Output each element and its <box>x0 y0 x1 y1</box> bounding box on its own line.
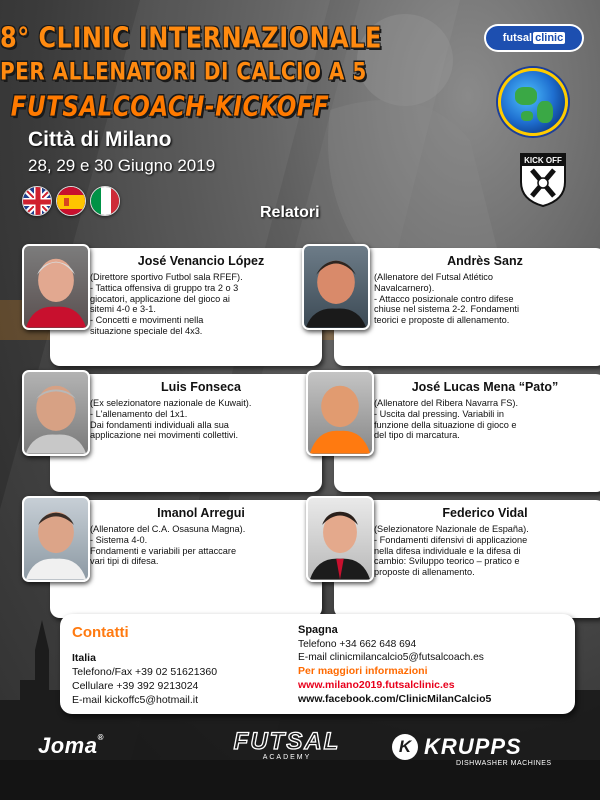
event-dates: 28, 29 e 30 Giugno 2019 <box>28 156 216 175</box>
speaker-name: Luis Fonseca <box>161 380 241 394</box>
speaker-bio: (Ex selezionatore nazionale de Kuwait). - L'allenamento del 1x1. Dai fondamenti individuali alla sua applicazione nei movimenti collettivi. <box>90 398 252 441</box>
speaker-photo <box>22 244 90 330</box>
krupps-logo-sub: DISHWASHER MACHINES <box>456 760 552 767</box>
contacts-box <box>60 614 575 714</box>
speaker-photo <box>302 244 370 330</box>
speaker-bio: (Allenatore del Futsal Atlético Navalcarnero). - Attacco posizionale contro difese chiuse nel sistema 2-2. Fondamenti teorici e proposte di allenamento. <box>374 272 520 326</box>
spagna-phone: Telefono +34 662 648 694 <box>298 639 417 650</box>
speaker-name: Federico Vidal <box>442 506 528 520</box>
event-title-line1: 8° CLINIC INTERNAZIONALE <box>0 21 382 55</box>
kickoff-shield-logo <box>518 148 568 208</box>
speaker-name: José Lucas Mena “Pato” <box>411 380 559 394</box>
speaker-bio: (Direttore sportivo Futbol sala RFEF). - Tattica offensiva di gruppo tra 2 o 3 giocatori, applicazione del gioco ai sitemi 4-0 e 3-1. - Concetti e movimenti nella situazione speciale del 4x3. <box>90 272 243 336</box>
speaker-photo <box>22 496 90 582</box>
speaker-card <box>50 500 322 618</box>
futsal-logo-sub: ACADEMY <box>262 754 312 761</box>
futsalclinic-logo-text-a: futsal <box>502 32 533 44</box>
italy-flag-icon <box>90 186 120 216</box>
krupps-logo-text: KRUPPS <box>424 734 522 759</box>
speaker-bio: (Selezionatore Nazionale de España). - Fondamenti difensivi di applicazione nella difesa individuale e la difesa di cambio: Sviluppo teorico – pratico e proposte di allenamento. <box>374 524 529 578</box>
speaker-bio: (Allenatore del C.A. Osasuna Magna). - Sistema 4-0. Fondamenti e variabili per attaccare vari tipi di difesa. <box>90 524 246 567</box>
speaker-photo <box>22 370 90 456</box>
speaker-bio: (Allenatore del Ribera Navarra FS). - Uscita dal pressing. Variabili in funzione della situazione di gioco e del tipo di marcatura. <box>374 398 518 441</box>
futsalclinic-logo <box>486 26 582 50</box>
italia-label: Italia <box>72 652 96 664</box>
krupps-k-icon: K <box>392 734 418 760</box>
italia-mobile: Cellulare +39 392 9213024 <box>72 680 199 692</box>
city-label: Città di Milano <box>28 128 172 151</box>
futsal-academy-logo <box>212 728 362 768</box>
globe-logo <box>498 68 568 136</box>
event-title-line3: FUTSALCOACH-KICKOFF <box>10 91 330 123</box>
facebook-link[interactable]: www.facebook.com/ClinicMilanCalcio5 <box>298 693 492 705</box>
contacts-title: Contatti <box>72 624 129 641</box>
italia-phone: Telefono/Fax +39 02 51621360 <box>72 666 218 678</box>
event-title-line2: PER ALLENATORI DI CALCIO A 5 <box>0 56 367 86</box>
speaker-card <box>334 248 600 366</box>
speaker-card <box>50 248 322 366</box>
kickoff-logo-text: KICK OFF <box>524 156 562 165</box>
more-info-label: Per maggiori informazioni <box>298 665 428 677</box>
joma-logo: Joma® <box>38 733 104 758</box>
spagna-label: Spagna <box>298 624 338 636</box>
website-link[interactable]: www.milano2019.futsalclinic.es <box>298 679 455 691</box>
joma-logo-text: Joma <box>38 733 98 758</box>
speaker-photo <box>306 370 374 456</box>
speaker-photo <box>306 496 374 582</box>
futsalclinic-logo-text-b: clinic <box>535 32 564 44</box>
speaker-card <box>50 374 322 492</box>
futsal-logo-text: FUTSAL <box>233 728 341 755</box>
speaker-name: Imanol Arregui <box>157 506 245 520</box>
krupps-logo <box>392 732 552 772</box>
spagna-email[interactable]: E-mail clinicmilancalcio5@futsalcoach.es <box>298 652 484 663</box>
spain-flag-icon <box>56 186 86 216</box>
italia-email[interactable]: E-mail kickoffc5@hotmail.it <box>72 694 198 706</box>
speakers-heading: Relatori <box>260 204 320 221</box>
speaker-name: Andrès Sanz <box>447 254 523 268</box>
uk-flag-icon <box>22 186 52 216</box>
speaker-name: José Venancio López <box>137 254 265 268</box>
